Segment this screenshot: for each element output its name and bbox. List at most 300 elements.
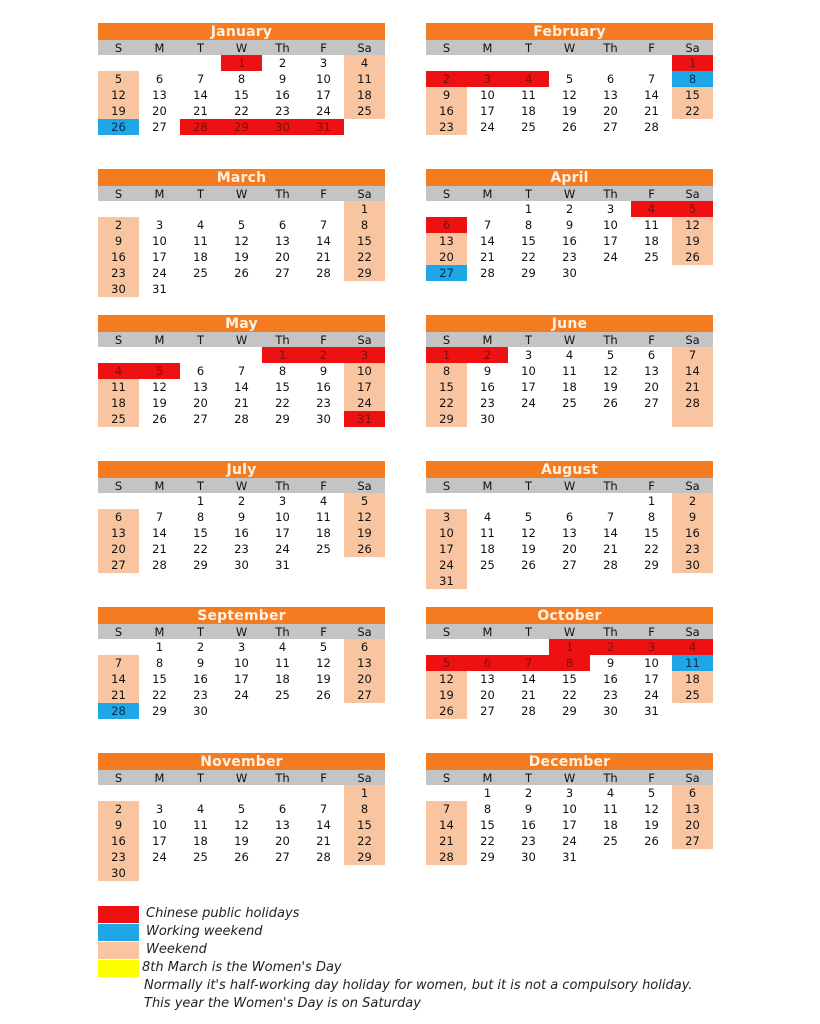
day-cell-weekend: 19 [426, 687, 467, 703]
day-cell-empty [631, 55, 672, 71]
day-cell: 20 [480, 688, 495, 702]
day-cell-weekend: 20 [98, 541, 139, 557]
week-row [98, 347, 385, 363]
week-row [98, 233, 385, 249]
day-cell: 10 [152, 234, 167, 248]
day-cell: 19 [603, 380, 618, 394]
day-cell: 11 [193, 234, 208, 248]
day-cell-empty [672, 265, 713, 281]
day-cell-weekend: 12 [98, 87, 139, 103]
weekday-header [426, 478, 713, 493]
day-cell: 23 [316, 396, 331, 410]
day-cell: 14 [603, 526, 618, 540]
week-row [426, 103, 713, 119]
day-cell-weekend: 1 [344, 785, 385, 801]
day-cell: 31 [275, 558, 290, 572]
day-cell-weekend: 6 [344, 639, 385, 655]
day-cell-empty [426, 55, 467, 71]
day-cell: 19 [152, 396, 167, 410]
day-cell-weekend: 8 [426, 363, 467, 379]
day-cell: 1 [196, 494, 205, 508]
day-cell: 12 [644, 802, 659, 816]
day-cell-holiday: 1 [672, 55, 713, 71]
weekday-label: Sa [357, 333, 372, 347]
day-cell-weekend: 12 [344, 509, 385, 525]
week-row [426, 801, 713, 817]
day-cell: 12 [562, 88, 577, 102]
day-cell-weekend: 9 [426, 87, 467, 103]
weekday-label: F [648, 625, 655, 639]
weekday-label: M [154, 479, 165, 493]
day-cell: 15 [480, 818, 495, 832]
week-row [98, 687, 385, 703]
day-cell: 3 [606, 202, 615, 216]
day-cell: 17 [152, 834, 167, 848]
day-cell: 30 [234, 558, 249, 572]
week-row [98, 525, 385, 541]
day-cell-weekend: 6 [672, 785, 713, 801]
day-cell-weekend: 23 [672, 541, 713, 557]
weekday-label: W [563, 625, 576, 639]
day-cell-weekend: 15 [672, 87, 713, 103]
month-december [426, 753, 713, 865]
day-cell: 29 [562, 704, 577, 718]
day-cell-empty [303, 281, 344, 297]
day-cell-holiday: 30 [262, 119, 303, 135]
day-cell: 30 [316, 412, 331, 426]
day-cell-empty [139, 493, 180, 509]
day-cell: 23 [562, 250, 577, 264]
day-cell-weekend: 23 [98, 265, 139, 281]
legend-weekend [98, 941, 698, 959]
day-cell: 21 [644, 104, 659, 118]
day-grid [98, 493, 385, 573]
week-row [426, 201, 713, 217]
day-cell: 7 [319, 802, 328, 816]
day-cell: 10 [562, 802, 577, 816]
weekday-label: T [524, 479, 533, 493]
day-cell: 10 [603, 218, 618, 232]
day-cell-empty [672, 849, 713, 865]
day-cell: 18 [316, 526, 331, 540]
day-cell: 21 [234, 396, 249, 410]
weekday-label: F [648, 41, 655, 55]
weekday-header [98, 332, 385, 347]
day-cell-holiday: 2 [426, 71, 467, 87]
weekday-label: Sa [357, 41, 372, 55]
week-row [426, 55, 713, 71]
day-cell: 17 [603, 234, 618, 248]
legend-weekend-label: Weekend [146, 942, 207, 957]
week-row [98, 379, 385, 395]
day-cell-weekend: 12 [426, 671, 467, 687]
day-cell-weekend: 22 [344, 833, 385, 849]
week-row [426, 233, 713, 249]
month-title: September [98, 607, 385, 624]
day-cell-weekend: 2 [98, 217, 139, 233]
day-cell-weekend: 27 [344, 687, 385, 703]
day-cell: 18 [275, 672, 290, 686]
day-cell: 8 [237, 72, 246, 86]
day-cell: 3 [155, 218, 164, 232]
weekday-label: T [524, 333, 533, 347]
day-cell: 3 [319, 56, 328, 70]
week-row [98, 201, 385, 217]
weekday-label: S [442, 771, 451, 785]
day-cell: 24 [152, 266, 167, 280]
day-cell-holiday: 5 [426, 655, 467, 671]
day-cell-holiday: 8 [549, 655, 590, 671]
legend-note-1-row [98, 977, 698, 995]
day-cell: 31 [152, 282, 167, 296]
day-cell-weekend: 28 [672, 395, 713, 411]
day-cell-empty [631, 573, 672, 589]
day-cell-empty [590, 265, 631, 281]
day-cell: 24 [234, 688, 249, 702]
day-cell: 19 [316, 672, 331, 686]
day-cell: 2 [196, 640, 205, 654]
day-cell: 6 [647, 348, 656, 362]
weekday-label: Th [603, 771, 618, 785]
day-cell: 17 [562, 818, 577, 832]
weekday-header [426, 332, 713, 347]
day-grid [426, 55, 713, 135]
day-cell-weekend: 25 [672, 687, 713, 703]
day-cell-weekend: 16 [98, 833, 139, 849]
day-cell: 30 [521, 850, 536, 864]
day-grid [98, 55, 385, 135]
week-row [426, 493, 713, 509]
day-cell-weekend: 24 [344, 395, 385, 411]
day-cell-empty [262, 281, 303, 297]
day-cell-weekend: 21 [98, 687, 139, 703]
week-row [98, 217, 385, 233]
day-cell: 22 [480, 834, 495, 848]
day-cell-empty [467, 55, 508, 71]
day-cell: 11 [603, 802, 618, 816]
day-cell-holiday: 6 [467, 655, 508, 671]
week-row [426, 249, 713, 265]
weekday-label: T [196, 333, 205, 347]
week-row [98, 281, 385, 297]
day-cell-holiday: 5 [672, 201, 713, 217]
day-cell-holiday: 3 [631, 639, 672, 655]
day-cell-empty [590, 411, 631, 427]
day-cell: 28 [234, 412, 249, 426]
day-cell-weekend: 2 [672, 493, 713, 509]
day-cell-empty [549, 573, 590, 589]
day-cell: 23 [193, 688, 208, 702]
day-cell-working-weekend: 27 [426, 265, 467, 281]
month-september [98, 607, 385, 719]
day-cell-weekend: 26 [426, 703, 467, 719]
day-cell-empty [672, 703, 713, 719]
womens-day-swatch [98, 960, 139, 977]
day-grid [98, 347, 385, 427]
day-cell-holiday: 1 [262, 347, 303, 363]
week-row [426, 265, 713, 281]
day-cell: 21 [521, 688, 536, 702]
week-row [98, 785, 385, 801]
weekday-label: M [154, 41, 165, 55]
day-cell: 17 [152, 250, 167, 264]
day-cell-weekend: 21 [426, 833, 467, 849]
week-row [98, 849, 385, 865]
day-cell: 1 [647, 494, 656, 508]
month-october [426, 607, 713, 719]
day-cell: 1 [483, 786, 492, 800]
day-cell-weekend: 26 [672, 249, 713, 265]
day-cell: 10 [234, 656, 249, 670]
day-cell: 8 [278, 364, 287, 378]
day-cell-empty [467, 573, 508, 589]
day-cell: 24 [480, 120, 495, 134]
weekday-label: T [524, 187, 533, 201]
month-title: October [426, 607, 713, 624]
day-grid [426, 785, 713, 865]
weekday-label: S [442, 625, 451, 639]
day-cell: 22 [275, 396, 290, 410]
day-cell-weekend: 25 [344, 103, 385, 119]
public-holiday-swatch [98, 906, 139, 923]
day-cell-empty [467, 201, 508, 217]
week-row [426, 639, 713, 655]
day-cell: 11 [480, 526, 495, 540]
month-title: March [98, 169, 385, 186]
weekday-label: M [482, 41, 493, 55]
day-cell: 27 [562, 558, 577, 572]
week-row [98, 395, 385, 411]
week-row [98, 55, 385, 71]
day-cell-empty [221, 347, 262, 363]
day-cell-holiday: 1 [221, 55, 262, 71]
weekday-label: T [524, 625, 533, 639]
day-cell: 25 [316, 542, 331, 556]
day-cell-empty [221, 865, 262, 881]
day-cell: 13 [275, 818, 290, 832]
day-cell-empty [262, 703, 303, 719]
day-cell: 24 [521, 396, 536, 410]
month-april [426, 169, 713, 281]
day-cell: 9 [237, 510, 246, 524]
day-cell-empty [262, 201, 303, 217]
day-cell: 17 [480, 104, 495, 118]
day-cell: 12 [603, 364, 618, 378]
week-row [98, 71, 385, 87]
weekday-label: Th [603, 41, 618, 55]
day-cell-weekend: 24 [426, 557, 467, 573]
day-cell: 20 [644, 380, 659, 394]
day-cell-weekend: 20 [672, 817, 713, 833]
day-grid [98, 639, 385, 719]
week-row [426, 671, 713, 687]
day-cell: 13 [193, 380, 208, 394]
day-cell: 6 [565, 510, 574, 524]
weekday-label: Sa [685, 479, 700, 493]
weekday-label: M [482, 333, 493, 347]
day-cell: 3 [237, 640, 246, 654]
week-row [426, 347, 713, 363]
day-cell: 18 [562, 380, 577, 394]
day-cell: 16 [603, 672, 618, 686]
day-cell: 9 [524, 802, 533, 816]
weekday-label: M [482, 187, 493, 201]
day-cell: 23 [275, 104, 290, 118]
day-cell: 20 [193, 396, 208, 410]
week-row [98, 801, 385, 817]
month-july [98, 461, 385, 573]
weekday-label: W [563, 479, 576, 493]
day-cell: 28 [316, 850, 331, 864]
weekday-label: Sa [357, 479, 372, 493]
day-cell: 26 [644, 834, 659, 848]
day-cell: 9 [196, 656, 205, 670]
day-cell-holiday: 1 [549, 639, 590, 655]
weekday-label: W [235, 187, 248, 201]
week-row [98, 363, 385, 379]
day-cell-holiday: 6 [426, 217, 467, 233]
day-cell: 10 [480, 88, 495, 102]
day-cell-holiday: 4 [631, 201, 672, 217]
day-cell-weekend: 2 [98, 801, 139, 817]
day-cell: 4 [196, 218, 205, 232]
day-cell: 28 [152, 558, 167, 572]
day-cell: 10 [316, 72, 331, 86]
day-cell: 26 [234, 266, 249, 280]
week-row [426, 525, 713, 541]
day-cell: 17 [275, 526, 290, 540]
day-cell-empty [221, 703, 262, 719]
day-cell: 20 [152, 104, 167, 118]
week-row [98, 557, 385, 573]
weekday-label: F [648, 333, 655, 347]
weekday-label: M [482, 625, 493, 639]
day-cell-holiday: 7 [508, 655, 549, 671]
weekday-label: F [320, 41, 327, 55]
day-cell-empty [98, 493, 139, 509]
day-cell-empty [426, 639, 467, 655]
day-cell: 12 [316, 656, 331, 670]
week-row [426, 119, 713, 135]
day-cell-weekend: 23 [426, 119, 467, 135]
weekday-header [426, 624, 713, 639]
day-cell: 17 [521, 380, 536, 394]
day-cell: 4 [319, 494, 328, 508]
day-cell-holiday: 5 [139, 363, 180, 379]
day-cell: 22 [562, 688, 577, 702]
day-cell-empty [139, 785, 180, 801]
day-cell: 6 [278, 802, 287, 816]
day-cell-weekend: 1 [344, 201, 385, 217]
day-cell: 25 [193, 850, 208, 864]
day-cell-weekend: 8 [344, 801, 385, 817]
week-row [426, 217, 713, 233]
day-cell: 6 [278, 218, 287, 232]
day-cell: 24 [644, 688, 659, 702]
weekday-label: S [114, 41, 123, 55]
day-cell: 25 [275, 688, 290, 702]
day-grid [426, 639, 713, 719]
day-cell: 18 [521, 104, 536, 118]
day-cell: 22 [152, 688, 167, 702]
week-row [426, 71, 713, 87]
day-cell: 19 [562, 104, 577, 118]
day-cell-weekend: 3 [426, 509, 467, 525]
month-may [98, 315, 385, 427]
day-cell-weekend: 29 [344, 849, 385, 865]
week-row [426, 379, 713, 395]
day-cell: 5 [237, 802, 246, 816]
day-cell-weekend: 20 [344, 671, 385, 687]
day-cell: 9 [565, 218, 574, 232]
day-cell-empty [508, 573, 549, 589]
weekday-label: T [196, 187, 205, 201]
day-cell: 24 [562, 834, 577, 848]
day-cell: 23 [521, 834, 536, 848]
day-cell-weekend: 18 [672, 671, 713, 687]
day-cell: 16 [521, 818, 536, 832]
day-cell: 27 [480, 704, 495, 718]
day-cell: 28 [603, 558, 618, 572]
month-title: July [98, 461, 385, 478]
day-cell-holiday: 31 [344, 411, 385, 427]
weekday-label: T [196, 625, 205, 639]
day-cell-weekend: 30 [98, 865, 139, 881]
day-cell: 21 [152, 542, 167, 556]
weekday-label: W [235, 333, 248, 347]
day-cell: 27 [275, 850, 290, 864]
day-cell-weekend: 13 [98, 525, 139, 541]
weekday-label: W [563, 41, 576, 55]
day-cell: 2 [565, 202, 574, 216]
weekday-label: T [196, 41, 205, 55]
day-cell: 16 [275, 88, 290, 102]
week-row [98, 541, 385, 557]
day-cell: 3 [278, 494, 287, 508]
day-cell: 7 [237, 364, 246, 378]
day-cell: 12 [234, 234, 249, 248]
month-august [426, 461, 713, 589]
day-grid [426, 347, 713, 427]
day-cell-empty [98, 55, 139, 71]
week-row [98, 103, 385, 119]
day-cell: 4 [196, 802, 205, 816]
day-cell: 15 [152, 672, 167, 686]
day-cell-empty [549, 55, 590, 71]
weekday-label: S [114, 333, 123, 347]
day-cell: 18 [603, 818, 618, 832]
day-cell-working-weekend: 26 [98, 119, 139, 135]
month-title: November [98, 753, 385, 770]
day-cell: 20 [275, 834, 290, 848]
day-cell-empty [344, 865, 385, 881]
day-cell: 19 [521, 542, 536, 556]
day-cell: 16 [562, 234, 577, 248]
day-cell-weekend: 14 [98, 671, 139, 687]
day-cell: 11 [644, 218, 659, 232]
weekday-label: Sa [685, 333, 700, 347]
day-cell-weekend: 17 [344, 379, 385, 395]
day-cell: 27 [644, 396, 659, 410]
week-row [98, 119, 385, 135]
day-cell: 23 [480, 396, 495, 410]
day-cell-weekend: 8 [344, 217, 385, 233]
week-row [426, 573, 713, 589]
week-row [426, 541, 713, 557]
day-cell: 12 [152, 380, 167, 394]
weekday-header [98, 624, 385, 639]
day-cell: 25 [521, 120, 536, 134]
